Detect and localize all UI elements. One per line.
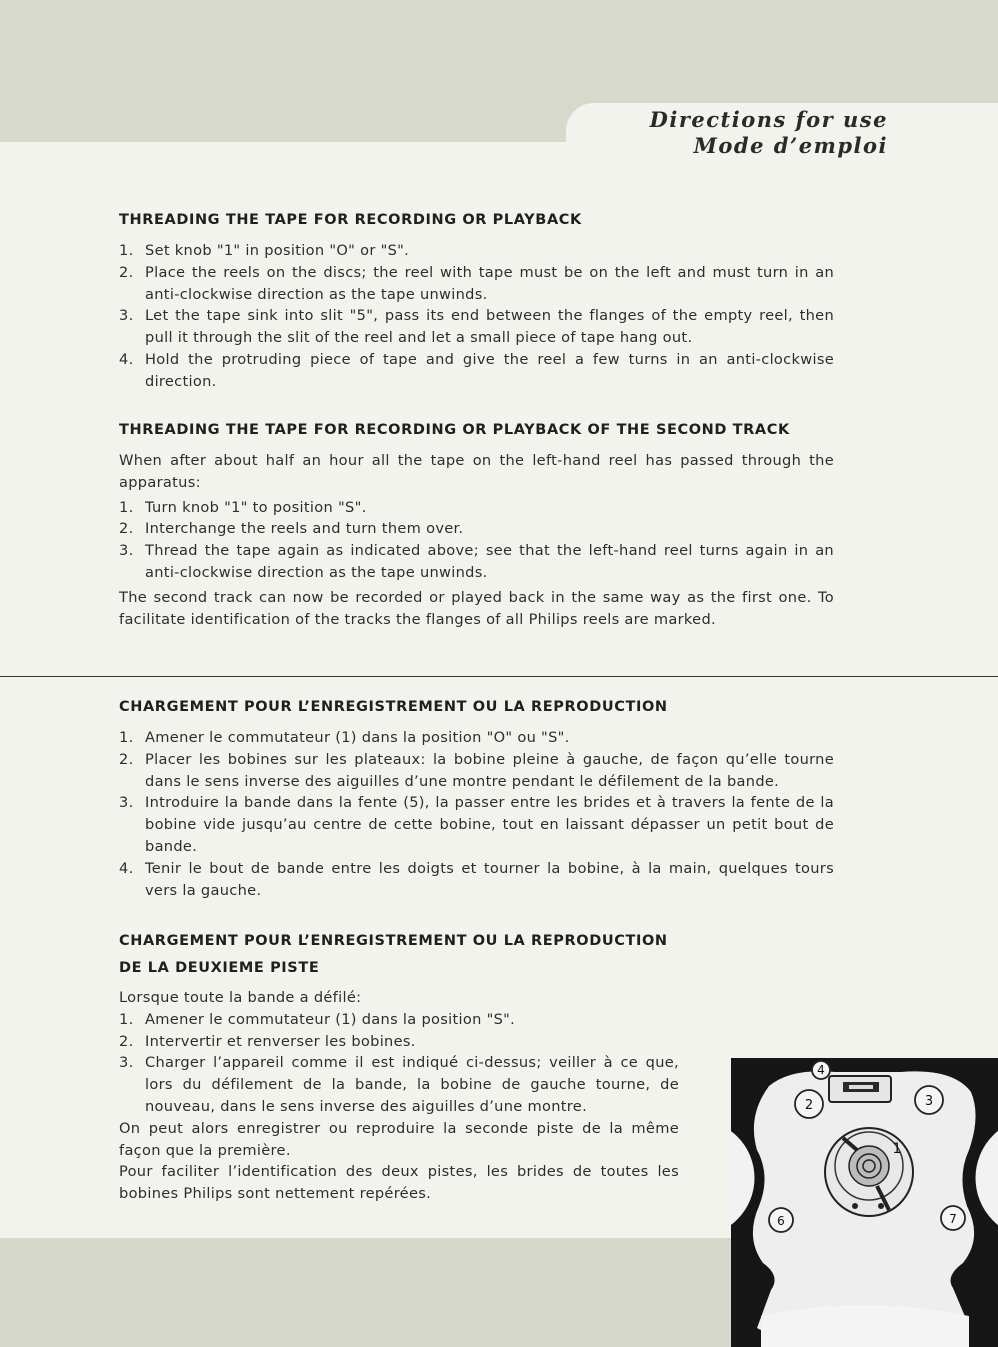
section-closing: The second track can now be recorded or played back in the same way as the first one. To facilitate identification of the tracks the flanges of all Philips reels are marked. xyxy=(119,588,834,628)
page-title xyxy=(650,107,888,159)
list-item: 1. Amener le commutateur (1) dans la position "O" ou "S". xyxy=(119,729,570,746)
title-english: Directions for use xyxy=(649,107,888,132)
language-divider xyxy=(0,676,998,677)
label-7: 7 xyxy=(949,1212,957,1226)
list-item: 3. Thread the tape again as indicated above; see that the left-hand reel turns again in an anti-clockwise direction as the tape unwinds. xyxy=(119,542,834,581)
section-heading: THREADING THE TAPE FOR RECORDING OR PLAYBACK OF THE SECOND TRACK xyxy=(119,422,790,438)
list-item: 2. Place the reels on the discs; the reel with tape must be on the left and must turn in an anti-clockwise direction as the tape unwinds. xyxy=(119,263,834,303)
list-item: 2. Interchange the reels and turn them over. xyxy=(119,520,464,538)
steps-list xyxy=(119,727,834,901)
list-item: 3. Let the tape sink into slit "5", pass its end between the flanges of the empty reel, then pull it through the slit of the reel and let a small piece of tape hang out. xyxy=(119,307,834,347)
steps-list xyxy=(119,240,834,393)
section-heading: CHARGEMENT POUR L’ENREGISTREMENT OU LA REPRODUCTION xyxy=(119,699,668,715)
french-section-2 xyxy=(119,928,679,1205)
list-item: 3. Charger l’appareil comme il est indiqué ci-dessus; veiller à ce que, lors du défilement de la bande, la bobine de gauche tourne, de nouveau, dans le sens inverse des aiguilles d’une montre. xyxy=(119,1054,679,1115)
label-1: 1 xyxy=(892,1141,902,1157)
list-item: 1. Amener le commutateur (1) dans la position "S". xyxy=(119,1010,516,1028)
list-item: 1. Turn knob "1" to position "S". xyxy=(119,498,367,516)
knob-center xyxy=(849,1146,889,1186)
section-closing: Pour faciliter l’identification des deux pistes, les brides de toutes les bobines Philips sont nettement repérées. xyxy=(119,1163,679,1203)
french-section-1 xyxy=(119,697,834,901)
english-section-1 xyxy=(119,210,834,393)
section-heading: THREADING THE TAPE FOR RECORDING OR PLAYBACK xyxy=(119,212,582,228)
list-item: 2. Placer les bobines sur les plateaux: la bobine pleine à gauche, de façon qu’elle tourne dans le sens inverse des aiguilles d’une montre pendant le défilement de la bande. xyxy=(119,750,834,790)
tape-deck-illustration xyxy=(731,1058,998,1347)
section-heading: CHARGEMENT POUR L’ENREGISTREMENT OU LA REPRODUCTION DE LA DEUXIEME PISTE xyxy=(119,933,668,976)
label-3: 3 xyxy=(924,1094,934,1109)
screw-left xyxy=(852,1203,858,1209)
steps-list xyxy=(119,1009,679,1118)
label-2: 2 xyxy=(804,1098,814,1113)
title-french: Mode d’emploi xyxy=(693,133,888,158)
section-closing: On peut alors enregistrer ou reproduire la seconde piste de la même façon que la première. xyxy=(119,1119,679,1159)
list-item: 2. Intervertir et renverser les bobines. xyxy=(119,1032,416,1050)
list-item: 1. Set knob "1" in position "O" or "S". xyxy=(119,242,410,259)
list-item: 4. Hold the protruding piece of tape and give the reel a few turns in an anti-clockwise direction. xyxy=(119,350,834,390)
section-intro: When after about half an hour all the tape on the left-hand reel has passed through the apparatus: xyxy=(119,452,834,491)
list-item: 4. Tenir le bout de bande entre les doigts et tourner la bobine, à la main, quelques tours vers la gauche. xyxy=(119,859,834,899)
slit-marker xyxy=(849,1085,873,1089)
steps-list xyxy=(119,497,834,584)
screw-right xyxy=(878,1203,884,1209)
english-section-2 xyxy=(119,420,834,630)
section-intro: Lorsque toute la bande a défilé: xyxy=(119,989,362,1006)
label-6: 6 xyxy=(777,1214,785,1228)
list-item: 3. Introduire la bande dans la fente (5), la passer entre les brides et à travers la fente de la bobine vide jusqu’au centre de cette bobine, tout en laissant dépasser un petit bout de bande. xyxy=(119,794,834,855)
page-number: 5 xyxy=(861,1281,872,1299)
label-4: 4 xyxy=(817,1063,825,1077)
deck-base xyxy=(761,1305,969,1347)
